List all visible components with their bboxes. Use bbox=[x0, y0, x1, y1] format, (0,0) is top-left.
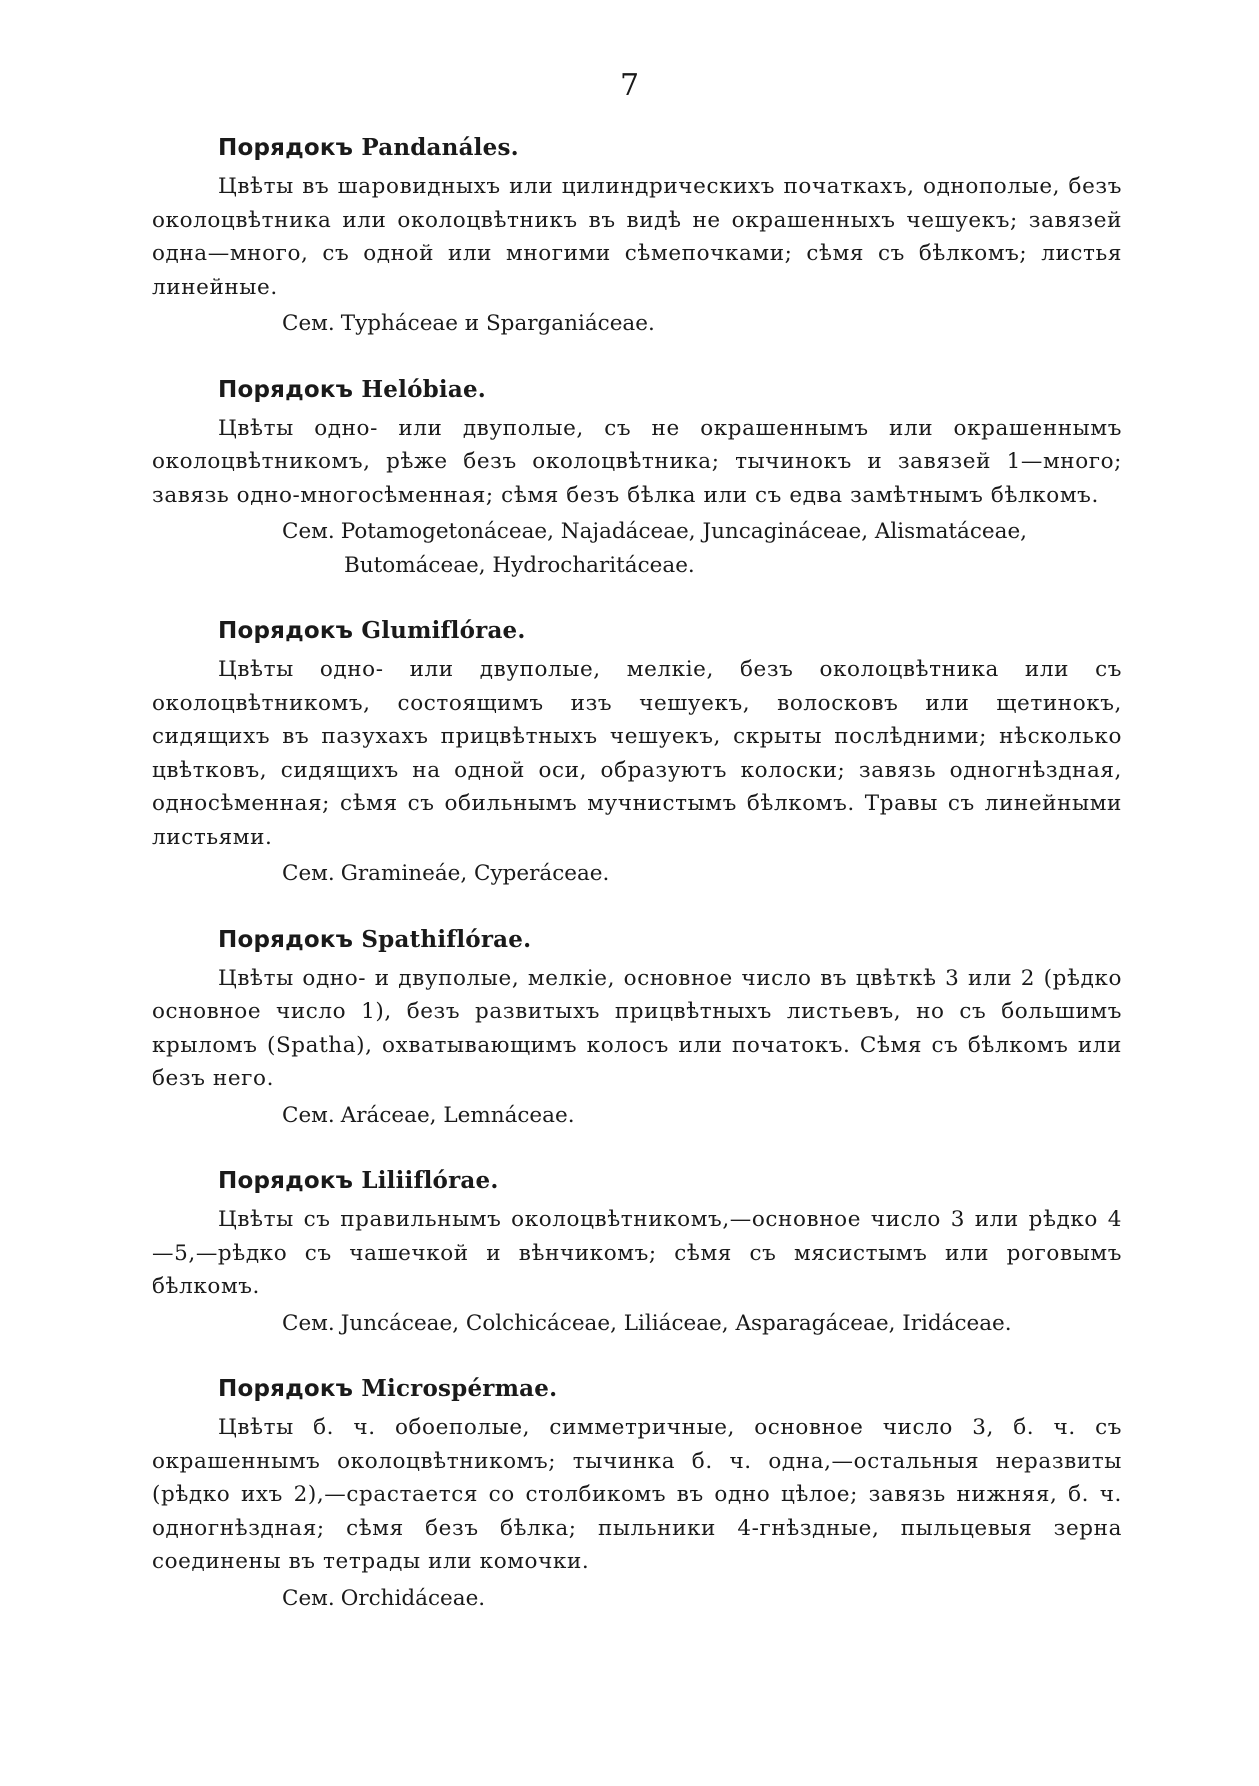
page-number: 7 bbox=[619, 68, 640, 103]
order-name: Helóbiae. bbox=[361, 375, 486, 403]
order-name: Pandanáles. bbox=[361, 134, 519, 161]
order-description: Цвѣты съ правильнымъ околоцвѣтникомъ,—основное число 3 или рѣдко 4—5,—рѣдко съ чашечкой и вѣнчикомъ; сѣмя съ мясистымъ или роговымъ бѣлкомъ. bbox=[152, 1207, 1122, 1299]
order-name: Spathiflórae. bbox=[361, 925, 532, 953]
order-heading bbox=[218, 615, 1122, 647]
order-description: Цвѣты одно- или двуполые, съ не окрашеннымъ или окрашеннымъ околоцвѣтникомъ, рѣже безъ околоцвѣтника; тычинокъ и завязей 1—много; завязь одно-многосѣменная; сѣмя безъ бѣлка или съ едва замѣтнымъ бѣлкомъ. bbox=[152, 415, 1122, 508]
order-families bbox=[282, 1099, 1122, 1133]
families-list: Juncáceae, Colchicáceae, Liliáceae, Asparagáceae, Iridáceae. bbox=[340, 1310, 1012, 1336]
families-label: Сем. bbox=[282, 519, 335, 544]
order-description: Цвѣты одно- и двуполые, мелкіе, основное число въ цвѣткѣ 3 или 2 (рѣдко основное число 1), безъ развитыхъ прицвѣтныхъ листьевъ, но съ большимъ крыломъ (Spatha), охватывающимъ колосъ или початокъ. Сѣмя съ бѣлкомъ или безъ него. bbox=[152, 965, 1122, 1091]
page-content bbox=[152, 132, 1122, 1648]
order-section-helobiae bbox=[152, 374, 1122, 583]
order-families bbox=[282, 307, 1122, 341]
families-label: Сем. bbox=[282, 311, 335, 336]
order-prefix: Порядокъ bbox=[218, 1168, 354, 1194]
families-label: Сем. bbox=[282, 861, 335, 886]
order-section-microspermae bbox=[152, 1373, 1122, 1615]
order-section-pandanales bbox=[152, 132, 1122, 341]
families-list: Typháceae и Sparganiáceae. bbox=[340, 311, 655, 336]
order-section-glumiflorae bbox=[152, 615, 1122, 891]
order-families bbox=[282, 1582, 1122, 1616]
order-name: Liliiflórae. bbox=[361, 1167, 499, 1194]
families-list: Potamogetonáceae, Najadáceae, Juncagináceae, Alismatáceae, Butomáceae, Hydrocharitáceae. bbox=[340, 519, 1028, 578]
order-prefix: Порядокъ bbox=[218, 376, 354, 403]
order-prefix: Порядокъ bbox=[218, 135, 354, 161]
families-label: Сем. bbox=[282, 1585, 335, 1611]
order-heading bbox=[218, 374, 1122, 406]
families-label: Сем. bbox=[282, 1102, 335, 1128]
order-description: Цвѣты б. ч. обоеполые, симметричные, основное число 3, б. ч. съ окрашеннымъ околоцвѣтникомъ; тычинка б. ч. одна,—остальныя неразвиты (рѣдко ихъ 2),—срастается со столбикомъ въ одно цѣлое; завязь нижняя, б. ч. одногнѣздная; сѣмя безъ бѣлка; пыльники 4-гнѣздные, пыльцевыя зерна соединены въ тетрады или комочки. bbox=[152, 1415, 1122, 1574]
families-list: Gramineáe, Cyperáceae. bbox=[340, 861, 610, 886]
order-name: Glumiflórae. bbox=[361, 617, 526, 644]
order-prefix: Порядокъ bbox=[218, 926, 354, 953]
order-families bbox=[282, 857, 1122, 891]
order-heading bbox=[218, 1165, 1122, 1197]
order-families bbox=[282, 515, 1122, 582]
order-description: Цвѣты одно- или двуполые, мелкіе, безъ околоцвѣтника или съ околоцвѣтникомъ, состоящимъ изъ чешуекъ, волосковъ или щетинокъ, сидящихъ въ пазухахъ прицвѣтныхъ чешуекъ, скрыты послѣдними; нѣсколько цвѣтковъ, сидящихъ на одной оси, образуютъ колоски; завязь одногнѣздная, односѣменная; сѣмя съ обильнымъ мучнистымъ бѣлкомъ. Травы съ линейными листьями. bbox=[152, 657, 1122, 850]
order-heading bbox=[218, 924, 1122, 956]
order-heading bbox=[218, 132, 1122, 164]
order-heading bbox=[218, 1373, 1122, 1405]
families-list: Aráceae, Lemnáceae. bbox=[340, 1102, 575, 1128]
order-section-spathiflorae bbox=[152, 924, 1122, 1133]
order-description: Цвѣты въ шаровидныхъ или цилиндрическихъ початкахъ, однополые, безъ околоцвѣтника или околоцвѣтникъ въ видѣ не окрашенныхъ чешуекъ; завязей одна—много, съ одной или многими сѣмепочками; сѣмя съ бѣлкомъ; листья линейные. bbox=[152, 174, 1122, 300]
order-prefix: Порядокъ bbox=[218, 618, 354, 644]
order-prefix: Порядокъ bbox=[218, 1376, 354, 1402]
order-section-liliiflorae bbox=[152, 1165, 1122, 1340]
order-name: Microspérmae. bbox=[361, 1375, 558, 1402]
families-label: Сем. bbox=[282, 1310, 335, 1336]
families-list: Orchidáceae. bbox=[340, 1585, 486, 1611]
order-families bbox=[282, 1307, 1122, 1341]
